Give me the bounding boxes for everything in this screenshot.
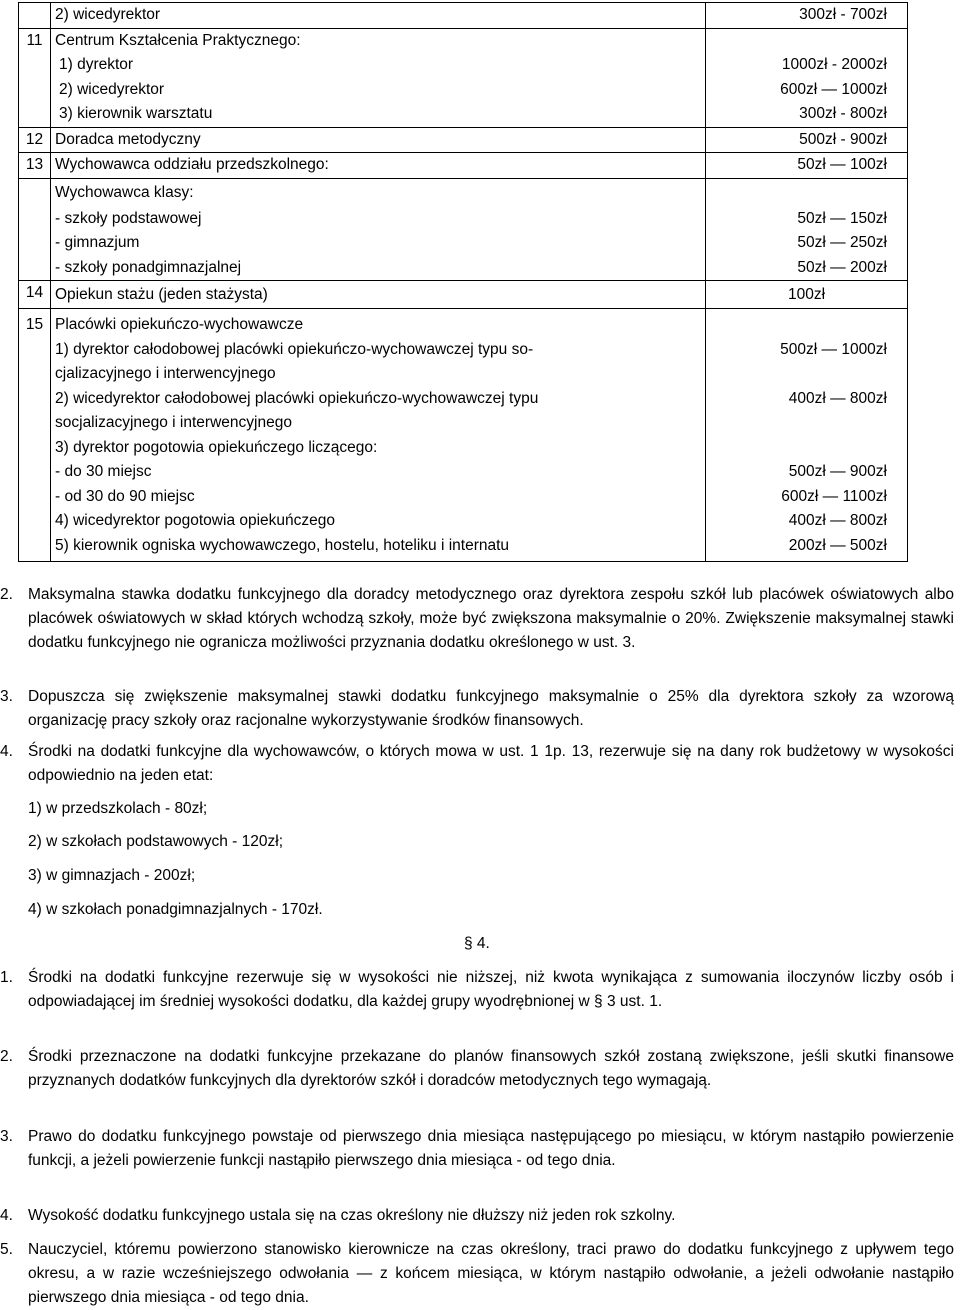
paragraph [0, 685, 954, 733]
paragraph-number: 4. [0, 1207, 13, 1224]
position-name: Placówki opiekuńczo-wychowawcze 1) dyrektor całodobowej placówki opiekuńczo-wychowawczej typu so- cjalizacyjnego i interwencyjnego 2) wicedyrektor całodobowej placówki opiekuńczo-wychowawczej typu socjalizacyjnego i interwencyjnego 3) dyrektor pogotowia opiekuńczego liczącego: - do 30 miejsc - od 30 do 90 miejsc 4) wicedyrektor pogotowia opiekuńczego 5) kierownik ogniska wychowawczego, hostelu, hoteliku i internatu [51, 309, 706, 562]
paragraph-text: Maksymalna stawka dodatku funkcyjnego dla doradcy metodycznego oraz dyrektora zespołu szkół lub placówek oświatowych albo placówek oświatowych w skład których wchodzą szkoły, może być zwiększona maksymalnie o 20%. Zwiększenie maksymalnej stawki dodatku funkcyjnego nie ogranicza możliwości przyznania dodatku określonego w ust. 3. [28, 586, 954, 651]
paragraph [0, 1125, 954, 1173]
paragraph-number: 3. [0, 688, 13, 705]
paragraph-text: Środki na dodatki funkcyjne dla wychowawców, o których mowa w ust. 1 1p. 13, rezerwuje się na dany rok budżetowy w wysokości odpowiednio na jeden etat: [28, 743, 954, 784]
paragraph-number: 4. [0, 743, 13, 760]
list-item: 4) w szkołach ponadgimnazjalnych - 170zł. [28, 901, 323, 918]
table-row [19, 281, 908, 309]
row-number: 11 [19, 28, 51, 127]
position-name: 2) wicedyrektor [51, 3, 706, 29]
rate-value: 50zł — 150zł 50zł — 250zł 50zł — 200zł [706, 178, 908, 281]
paragraph-number: 5. [0, 1241, 13, 1258]
paragraph [0, 1238, 954, 1310]
row-number [19, 178, 51, 281]
position-name: Opiekun stażu (jeden stażysta) [51, 281, 706, 309]
table-row [19, 28, 908, 127]
table-row [19, 309, 908, 562]
list-item: 3) w gimnazjach - 200zł; [28, 867, 196, 884]
paragraph-text: Dopuszcza się zwiększenie maksymalnej stawki dodatku funkcyjnego maksymalnie o 25% dla dyrektora szkoły za wzorową organizację pracy szkoły oraz racjonalne wykorzystywanie środków finansowych. [28, 688, 954, 729]
table-row [19, 153, 908, 179]
paragraph-text: Wysokość dodatku funkcyjnego ustala się na czas określony nie dłuższy niż jeden rok szkolny. [28, 1207, 676, 1224]
position-name: Wychowawca oddziału przedszkolnego: [51, 153, 706, 179]
position-name: Doradca metodyczny [51, 127, 706, 153]
paragraph-number: 1. [0, 969, 13, 986]
paragraph-number: 2. [0, 586, 13, 603]
rate-value: 300zł - 700zł [706, 3, 908, 29]
row-number: 13 [19, 153, 51, 179]
paragraph-text: Prawo do dodatku funkcyjnego powstaje od pierwszego dnia miesiąca następującego po miesiącu, w którym nastąpiło powierzenie funkcji, a jeżeli powierzenie funkcji nastąpiło pierwszego dnia miesiąca - od tego dnia. [28, 1128, 954, 1169]
paragraph-number: 3. [0, 1128, 13, 1145]
rate-value: 500zł - 900zł [706, 127, 908, 153]
paragraph [0, 583, 954, 655]
allowance-rates-table [18, 2, 908, 562]
paragraph [0, 1204, 954, 1228]
paragraph [0, 740, 954, 788]
paragraph-text: Środki przeznaczone na dodatki funkcyjne przekazane do planów finansowych szkół zostaną zwiększone, jeśli skutki finansowe przyznanych dodatków funkcyjnych dla dyrektorów szkół i doradców metodycznych tego wymagają. [28, 1048, 954, 1089]
rate-value: 100zł [706, 281, 908, 309]
table-row [19, 178, 908, 281]
paragraph-text: Środki na dodatki funkcyjne rezerwuje się w wysokości nie niższej, niż kwota wynikająca z sumowania iloczynów liczby osób i odpowiadającej im średniej wysokości dodatku, dla każdej grupy wyodrębnionej w § 3 ust. 1. [28, 969, 954, 1010]
position-name: Centrum Kształcenia Praktycznego: 1) dyrektor 2) wicedyrektor 3) kierownik warsztatu [51, 28, 706, 127]
paragraph-text: Nauczyciel, któremu powierzono stanowisko kierownicze na czas określony, traci prawo do dodatku funkcyjnego z upływem tego okresu, a w razie wcześniejszego odwołania — z końcem miesiąca, w którym nastąpiło odwołanie, a jeżeli odwołanie nastąpiło pierwszego dnia miesiąca - od tego dnia. [28, 1241, 954, 1306]
table-row [19, 3, 908, 29]
section-heading: § 4. [464, 935, 490, 952]
row-number: 14 [19, 281, 51, 309]
row-number: 15 [19, 309, 51, 562]
row-number [19, 3, 51, 29]
table-row [19, 127, 908, 153]
position-name: Wychowawca klasy: - szkoły podstawowej - gimnazjum - szkoły ponadgimnazjalnej [51, 178, 706, 281]
list-item: 1) w przedszkolach - 80zł; [28, 800, 208, 817]
row-number: 12 [19, 127, 51, 153]
rate-value: 1000zł - 2000zł 600zł — 1000zł 300zł - 800zł [706, 28, 908, 127]
paragraph [0, 966, 954, 1014]
list-item: 2) w szkołach podstawowych - 120zł; [28, 833, 284, 850]
paragraph-number: 2. [0, 1048, 13, 1065]
rate-value: 500zł — 1000zł 400zł — 800zł 500zł — 900zł 600zł — 1100zł 400zł — 800zł 200zł — 500zł [706, 309, 908, 562]
paragraph [0, 1045, 954, 1093]
rate-value: 50zł — 100zł [706, 153, 908, 179]
